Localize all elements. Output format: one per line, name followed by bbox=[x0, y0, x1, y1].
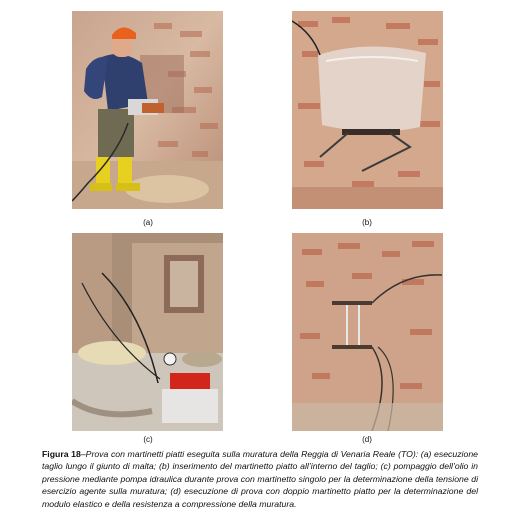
photo-b-image bbox=[292, 11, 443, 209]
photo-c-hydraulic-pump bbox=[72, 233, 223, 431]
subfigure-label-c: (c) bbox=[143, 435, 153, 444]
caption-text: –Prova con martinetti piatti eseguita sulla muratura della Reggia di Venaria Reale (TO): (a) esecuzione taglio lungo il giunto di malta; (b) inserimento del martinetto piatto all’interno del taglio; (c) pompaggio dell’olio in pressione mediante pompa idraulica durante prova con martinetto singolo per la determinazione della tensione di esercizio agente sulla muratura; (d) esecuzione di prova con doppio martinetto piatto per la determinazione del modulo elastico e della resistenza a compressione della muratura. bbox=[42, 449, 478, 509]
photo-d-image bbox=[292, 233, 443, 431]
caption-label: Figura 18 bbox=[42, 449, 81, 459]
photo-c-image bbox=[72, 233, 223, 431]
photo-b-flat-jack-insertion bbox=[292, 11, 443, 209]
figure-caption bbox=[42, 448, 478, 510]
subfigure-label-d: (d) bbox=[362, 435, 372, 444]
subfigure-label-a: (a) bbox=[143, 218, 153, 227]
subfigure-label-b: (b) bbox=[362, 218, 372, 227]
photo-a-mortar-cut bbox=[72, 11, 223, 209]
photo-a-image bbox=[72, 11, 223, 209]
photo-d-double-flat-jack bbox=[292, 233, 443, 431]
